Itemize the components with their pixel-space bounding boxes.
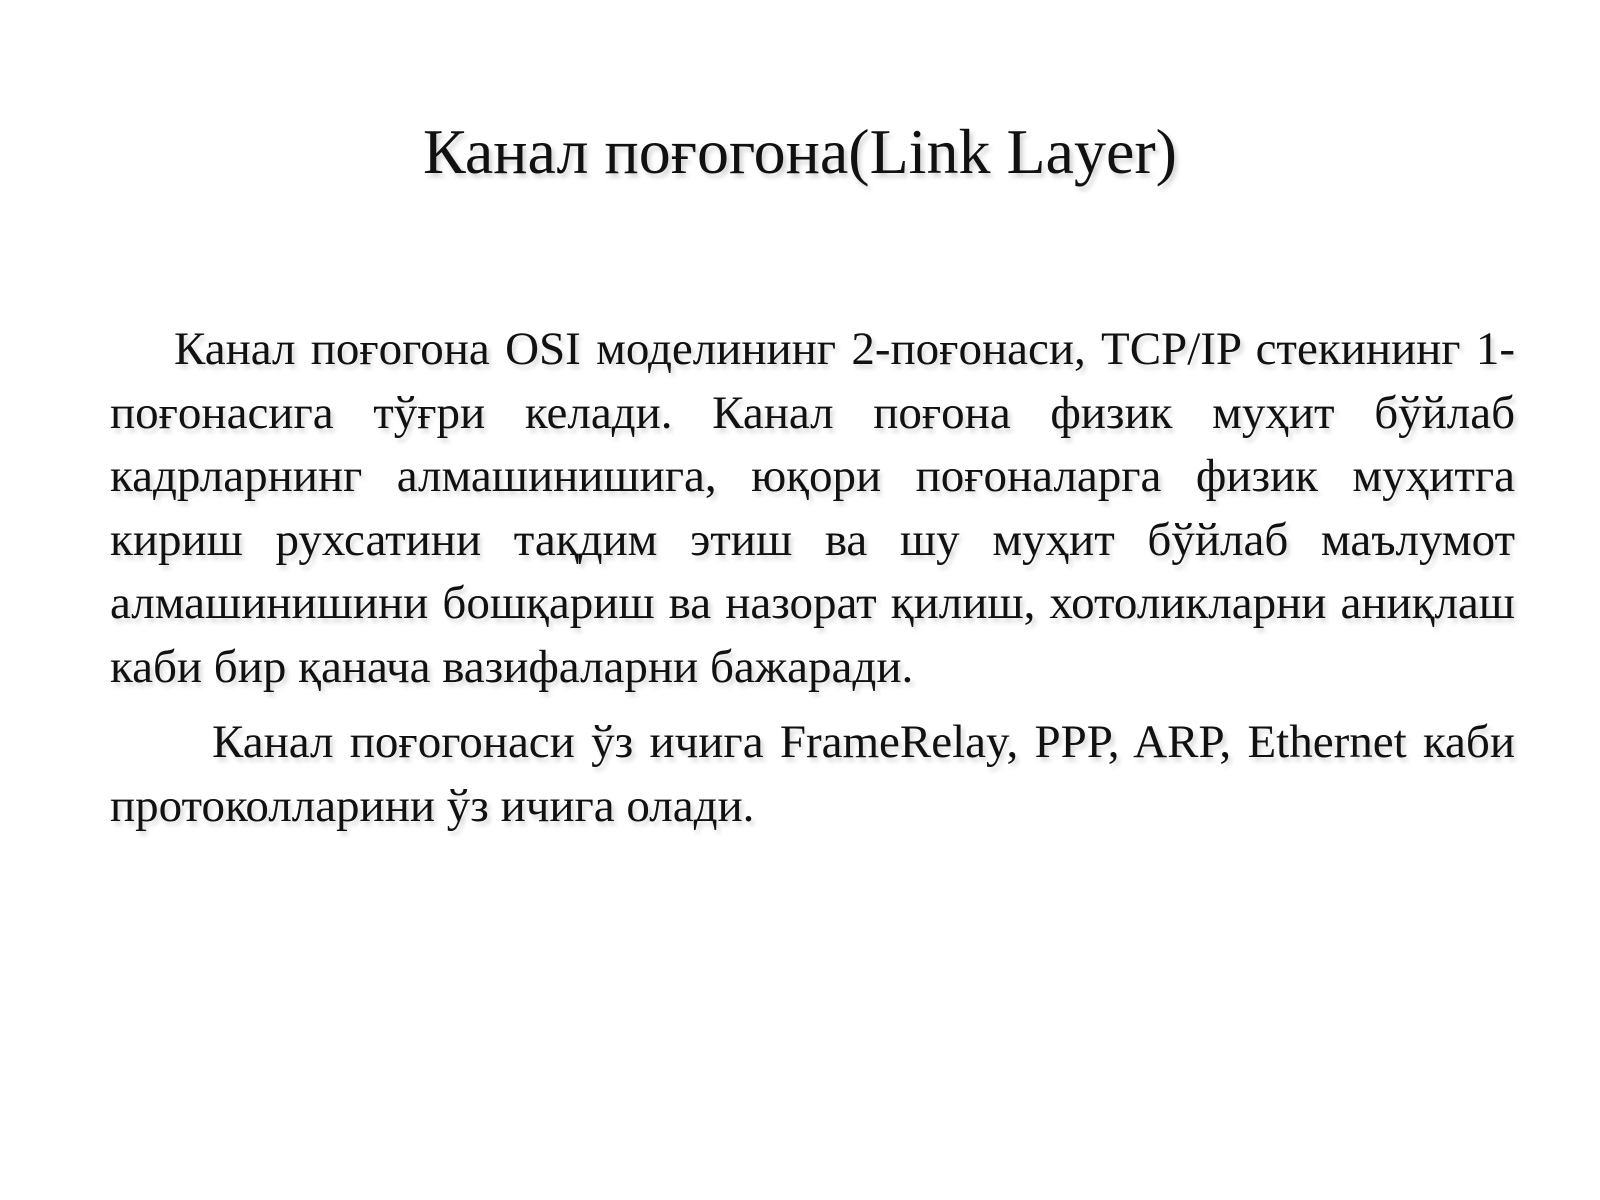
slide-title: Канал поғогона(Link Layer) bbox=[423, 116, 1177, 187]
body-paragraph-1: Канал поғогона OSI моделининг 2-поғонаси, TCP/IP стекининг 1-поғонасига тўғри келади. Канал поғона физик муҳит бўйлаб кадрларнинг алмашинишига, юқори поғоналарга физик муҳитга кириш рухсатини тақдим этиш ва шу муҳит бўйлаб маълумот алмашинишини бошқариш ва назорат қилиш, хотоликларни аниқлаш каби бир қанача вазифаларни бажаради. bbox=[110, 323, 1515, 693]
body-paragraph-2: Канал поғогонаси ўз ичига FrameRelay, PPP, ARP, Ethernet каби протоколларини ўз ичига олади. bbox=[110, 716, 1515, 832]
slide-body bbox=[110, 318, 1515, 838]
